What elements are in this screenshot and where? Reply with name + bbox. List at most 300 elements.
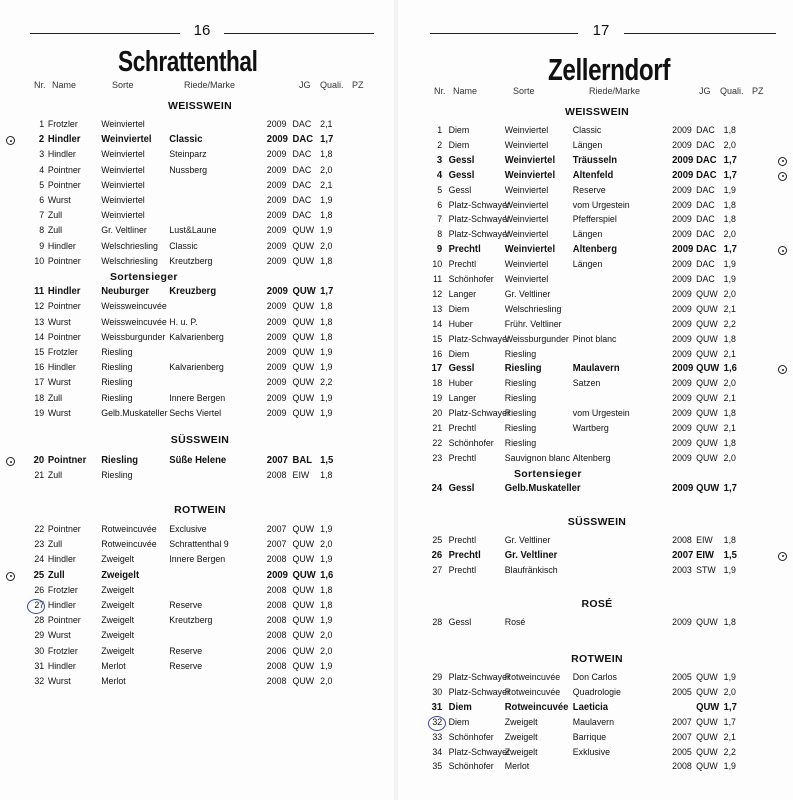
vineyard-brand: Pinot blanc (572, 333, 617, 345)
score: 1,8 (723, 617, 736, 628)
winner-mark-icon (778, 172, 787, 181)
winemaker-name: Platz-Schwayer (448, 214, 510, 226)
header-name: Name (453, 86, 478, 96)
grape-variety: Weinviertel (504, 229, 549, 241)
score: 2,2 (320, 377, 333, 389)
vineyard-brand: Kreutzberg (169, 615, 213, 627)
vineyard-brand: Altenfeld (572, 169, 614, 181)
vineyard-brand: vom Urgestein (572, 199, 630, 211)
quality-level: QUW (292, 615, 315, 627)
vintage-year: 2009 (672, 363, 694, 375)
wine-number: 17 (431, 363, 443, 375)
vineyard-brand: Lust&Laune (169, 225, 217, 237)
wine-row (0, 393, 368, 407)
page-number: 16 (193, 22, 211, 39)
wine-number: 14 (432, 318, 443, 330)
vintage-year: 2008 (266, 554, 287, 566)
wine-number: 18 (34, 392, 45, 404)
wine-row (398, 349, 766, 363)
quality-level: BAL (292, 455, 313, 466)
wine-number: 24 (34, 554, 45, 566)
grape-variety: Zweigelt (101, 615, 135, 627)
winemaker-name: Frotzler (47, 584, 78, 596)
wine-row (0, 661, 368, 675)
winemaker-name: Gessl (448, 617, 472, 628)
quality-level: QUW (696, 482, 720, 494)
quality-level: DAC (696, 154, 717, 166)
winner-mark-icon (778, 552, 787, 561)
wine-row (0, 210, 368, 224)
category-winner-label: Sortensieger (110, 271, 178, 283)
wine-row (398, 687, 766, 701)
winemaker-name: Schönhofer (448, 731, 494, 743)
winemaker-name: Prechtl (448, 244, 481, 256)
grape-variety: Weinviertel (101, 134, 152, 146)
score: 1,9 (320, 554, 333, 566)
vintage-year: 2009 (266, 119, 287, 130)
vintage-year: 2009 (672, 318, 692, 330)
wine-number: 5 (39, 179, 45, 191)
grape-variety: Weinviertel (101, 119, 145, 130)
wine-row (398, 717, 766, 731)
grape-variety: Weinviertel (504, 139, 549, 151)
vineyard-brand: Süße Helene (169, 455, 227, 466)
wine-row (0, 165, 368, 179)
grape-variety: Riesling (504, 423, 537, 434)
quality-level: DAC (292, 179, 312, 191)
score: 1,7 (723, 701, 737, 713)
vintage-year: 2009 (672, 333, 692, 345)
vintage-year: 2007 (266, 455, 288, 466)
score: 1,8 (723, 125, 736, 136)
handwritten-circle-mark (428, 716, 446, 731)
wine-number: 21 (432, 423, 443, 434)
page-number: 17 (592, 22, 610, 39)
quality-level: QUW (292, 377, 315, 389)
quality-level: DAC (696, 274, 715, 285)
wine-row (398, 289, 766, 303)
wine-row (398, 423, 766, 437)
vintage-year: 2007 (266, 539, 287, 551)
quality-level: DAC (292, 119, 312, 130)
winemaker-name: Pointner (47, 331, 81, 343)
grape-variety: Neuburger (101, 286, 150, 298)
wine-number: 1 (437, 125, 443, 136)
quality-level: DAC (696, 199, 715, 211)
wine-row (398, 229, 766, 243)
vintage-year: 2009 (672, 617, 692, 628)
vintage-year: 2009 (266, 301, 287, 313)
vintage-year: 2009 (672, 139, 692, 151)
vintage-year: 2009 (266, 210, 287, 222)
vintage-year: 2009 (672, 125, 692, 136)
wine-number: 35 (432, 761, 443, 773)
vintage-year: 2007 (672, 716, 692, 728)
vintage-year: 2009 (266, 195, 287, 206)
vintage-year: 2009 (266, 569, 288, 581)
winemaker-name: Hindler (47, 149, 76, 161)
wine-number: 4 (39, 164, 45, 176)
wine-number: 28 (432, 617, 443, 628)
winemaker-name: Frotzler (47, 347, 78, 358)
grape-variety: Weinviertel (101, 179, 145, 191)
quality-level: QUW (292, 645, 315, 657)
wine-number: 8 (39, 225, 45, 237)
wine-number: 27 (432, 564, 443, 576)
grape-variety: Weinviertel (504, 199, 549, 211)
quality-level: QUW (292, 255, 315, 267)
vineyard-brand: Innere Bergen (169, 554, 226, 566)
score: 1,7 (320, 134, 334, 146)
wine-row (0, 317, 368, 331)
wine-row (0, 225, 368, 239)
winemaker-name: Schönhofer (448, 437, 494, 449)
wine-number: 8 (437, 229, 443, 241)
section-title: SÜSSWEIN (170, 434, 230, 446)
grape-variety: Rosé (504, 617, 526, 628)
quality-level: QUW (696, 318, 718, 330)
winemaker-name: Hindler (47, 660, 76, 672)
vintage-year: 2009 (266, 347, 287, 358)
vintage-year: 2009 (266, 377, 287, 389)
wine-number: 3 (39, 149, 45, 161)
wine-number: 2 (38, 134, 45, 146)
wine-number: 11 (34, 286, 45, 298)
quality-level: QUW (696, 761, 718, 773)
score: 2,1 (723, 348, 736, 360)
score: 1,7 (320, 286, 334, 298)
wine-number: 9 (436, 244, 443, 256)
score: 2,2 (723, 318, 736, 330)
wine-row (398, 672, 766, 686)
vineyard-brand: Reserve (169, 645, 203, 657)
quality-level: QUW (292, 301, 315, 313)
header-quali: Quali. (320, 80, 344, 90)
winemaker-name: Diem (448, 716, 470, 728)
wine-number: 6 (437, 199, 443, 211)
grape-variety: Zweigelt (504, 746, 538, 758)
wine-row (0, 241, 368, 255)
grape-variety: Gr. Veltliner (504, 549, 558, 561)
score: 2,1 (723, 303, 736, 315)
vintage-year: 2009 (266, 179, 287, 191)
winemaker-name: Pointner (47, 615, 81, 627)
vintage-year: 2009 (672, 274, 692, 285)
quality-level: QUW (696, 686, 718, 698)
grape-variety: Frühr. Veltliner (504, 318, 562, 330)
grape-variety: Weinviertel (504, 274, 549, 285)
wine-row (0, 539, 368, 553)
winemaker-name: Huber (448, 378, 473, 390)
grape-variety: Riesling (101, 362, 133, 374)
quality-level: DAC (696, 244, 717, 256)
grape-variety: Merlot (101, 660, 126, 672)
wine-row (398, 761, 766, 775)
winemaker-name: Zull (47, 392, 63, 404)
quality-level: QUW (696, 408, 718, 420)
score: 1,8 (723, 333, 736, 345)
wine-number: 20 (33, 455, 45, 466)
vineyard-brand: Altenberg (572, 244, 618, 256)
wine-row (398, 185, 766, 199)
score: 1,9 (320, 195, 333, 206)
wine-number: 30 (34, 645, 45, 657)
quality-level: QUW (292, 362, 315, 374)
score: 1,6 (320, 569, 334, 581)
grape-variety: Blaufränkisch (504, 564, 558, 576)
wine-row (0, 119, 368, 133)
winemaker-name: Pointner (47, 455, 87, 466)
grape-variety: Riesling (504, 363, 542, 375)
grape-variety: Riesling (504, 437, 537, 449)
quality-level: QUW (696, 746, 718, 758)
winemaker-name: Zull (47, 470, 63, 482)
quality-level: DAC (292, 210, 312, 222)
score: 1,8 (320, 331, 333, 343)
grape-variety: Rotweincuvée (101, 524, 157, 535)
wine-number: 19 (432, 393, 443, 405)
vintage-year: 2005 (672, 746, 692, 758)
vineyard-brand: Innere Bergen (169, 392, 226, 404)
score: 2,0 (723, 288, 736, 300)
vineyard-brand: Satzen (572, 378, 601, 390)
winner-mark-icon (778, 246, 787, 255)
wine-row (398, 170, 766, 184)
quality-level: DAC (696, 184, 715, 196)
quality-level: DAC (696, 125, 715, 136)
vintage-year: 2007 (672, 549, 694, 561)
vintage-year: 2007 (266, 524, 287, 535)
wine-row (0, 301, 368, 315)
wine-number: 29 (432, 672, 443, 683)
wine-row (398, 393, 766, 407)
quality-level: QUW (292, 240, 315, 252)
vintage-year: 2005 (672, 672, 692, 683)
quality-level: QUW (696, 672, 718, 683)
score: 1,9 (320, 347, 333, 358)
grape-variety: Weinviertel (504, 125, 549, 136)
rule-right (624, 33, 776, 34)
vintage-year: 2009 (266, 286, 288, 298)
wine-number: 22 (34, 524, 45, 535)
wine-number: 23 (34, 539, 45, 551)
wine-number: 12 (34, 301, 45, 313)
quality-level: DAC (292, 149, 312, 161)
vintage-year: 2008 (266, 615, 287, 627)
vintage-year: 2009 (672, 199, 692, 211)
wine-row (398, 200, 766, 214)
header-riede: Riede/Marke (589, 86, 641, 96)
quality-level: QUW (696, 378, 718, 390)
wine-row (0, 470, 368, 484)
vintage-year: 2009 (672, 423, 692, 434)
wine-row (0, 286, 368, 300)
wine-number: 26 (34, 584, 45, 596)
grape-variety: Weinviertel (101, 164, 145, 176)
score: 1,9 (320, 392, 333, 404)
winemaker-name: Prechtl (448, 452, 477, 464)
vineyard-brand: Altenberg (572, 452, 611, 464)
vineyard-brand: Maulavern (572, 716, 615, 728)
wine-number: 33 (432, 731, 443, 743)
wine-row (0, 377, 368, 391)
score: 2,0 (723, 686, 736, 698)
winemaker-name: Huber (448, 318, 473, 330)
score: 2,1 (723, 731, 736, 743)
winemaker-name: Hindler (47, 554, 76, 566)
wine-row (0, 630, 368, 644)
winemaker-name: Pointner (47, 179, 81, 191)
vintage-year: 2009 (266, 331, 287, 343)
vintage-year: 2008 (266, 584, 287, 596)
section-title: WEISSWEIN (168, 100, 232, 112)
grape-variety: Zweigelt (504, 731, 538, 743)
quality-level: QUW (696, 303, 718, 315)
score: 2,1 (320, 119, 333, 130)
vintage-year: 2008 (672, 761, 692, 773)
winemaker-name: Prechtl (448, 423, 477, 434)
score: 1,5 (723, 549, 737, 561)
vineyard-brand: Quadrologie (572, 686, 621, 698)
score: 1,9 (723, 259, 736, 271)
wine-number: 18 (432, 378, 443, 390)
wine-row (398, 363, 766, 377)
quality-level: QUW (292, 347, 315, 358)
vineyard-brand: Steinparz (169, 149, 207, 161)
winemaker-name: Prechtl (448, 535, 477, 546)
quality-level: DAC (696, 139, 715, 151)
vintage-year: 2009 (266, 164, 287, 176)
wine-row (398, 747, 766, 761)
winemaker-name: Wurst (47, 407, 71, 419)
score: 2,0 (723, 139, 736, 151)
vintage-year: 2009 (672, 437, 692, 449)
grape-variety: Riesling (101, 347, 133, 358)
grape-variety: Riesling (504, 393, 537, 405)
score: 1,8 (723, 535, 736, 546)
grape-variety: Welschriesling (504, 303, 562, 315)
wine-row (0, 149, 368, 163)
quality-level: DAC (696, 169, 717, 181)
vintage-year: 2009 (672, 348, 692, 360)
quality-level: DAC (292, 134, 314, 146)
winemaker-name: Hindler (47, 286, 81, 298)
vineyard-brand: Pfefferspiel (572, 214, 617, 226)
winner-mark-icon (778, 365, 787, 374)
quality-level: DAC (696, 214, 715, 226)
quality-level: QUW (292, 539, 315, 551)
header-sorte: Sorte (112, 80, 134, 90)
winemaker-name: Wurst (47, 676, 71, 687)
vineyard-brand: Reserve (169, 660, 203, 672)
header-nr: Nr. (434, 86, 446, 96)
score: 1,7 (723, 244, 737, 256)
wine-row (0, 362, 368, 376)
winemaker-name: Pointner (47, 164, 81, 176)
wine-number: 22 (432, 437, 443, 449)
grape-variety: Weissburgunder (504, 333, 569, 345)
wine-row (0, 180, 368, 194)
wine-number: 16 (34, 362, 45, 374)
grape-variety: Weinviertel (101, 195, 145, 206)
winemaker-name: Prechtl (448, 259, 477, 271)
wine-row (398, 550, 766, 564)
wine-row (398, 140, 766, 154)
winemaker-name: Pointner (47, 524, 81, 535)
vineyard-brand: Classic (169, 240, 198, 252)
grape-variety: Rotweincuvée (504, 672, 561, 683)
wine-number: 12 (432, 288, 443, 300)
vineyard-brand: vom Urgestein (572, 408, 630, 420)
winemaker-name: Langer (448, 393, 477, 405)
winemaker-name: Gessl (448, 363, 475, 375)
winemaker-name: Schönhofer (448, 761, 494, 773)
winemaker-name: Prechtl (448, 549, 481, 561)
quality-level: QUW (696, 437, 718, 449)
grape-variety: Zweigelt (101, 569, 140, 581)
winemaker-name: Gessl (448, 184, 472, 196)
winemaker-name: Hindler (47, 362, 76, 374)
grape-variety: Zweigelt (101, 554, 135, 566)
vintage-year: 2009 (266, 392, 287, 404)
vineyard-brand: Kreuzberg (169, 286, 217, 298)
header-name: Name (52, 80, 77, 90)
wine-number: 34 (432, 746, 443, 758)
vintage-year: 2008 (266, 600, 287, 611)
grape-variety: Riesling (101, 377, 133, 389)
score: 1,8 (723, 437, 736, 449)
winemaker-name: Platz-Schwayer (448, 333, 510, 345)
grape-variety: Weinviertel (504, 154, 556, 166)
quality-level: QUW (696, 716, 718, 728)
wine-number: 3 (436, 154, 443, 166)
quality-level: EIW (696, 549, 714, 561)
winemaker-name: Hindler (47, 240, 76, 252)
wine-number: 31 (431, 701, 443, 713)
wine-number: 4 (436, 169, 443, 181)
score: 1,8 (320, 301, 333, 313)
wine-row (398, 274, 766, 288)
score: 1,8 (723, 214, 736, 226)
page-number-bar (0, 22, 394, 42)
page-title: Schrattenthal (118, 46, 258, 78)
grape-variety: Riesling (101, 455, 139, 466)
winemaker-name: Wurst (47, 630, 71, 642)
quality-level: QUW (696, 731, 718, 743)
header-jg: JG (299, 80, 311, 90)
winemaker-name: Diem (448, 701, 472, 713)
wine-number: 30 (432, 686, 443, 698)
section-title: SÜSSWEIN (567, 516, 627, 528)
wine-number: 9 (39, 240, 45, 252)
winemaker-name: Prechtl (448, 564, 477, 576)
quality-level: QUW (292, 331, 315, 343)
grape-variety: Weinviertel (101, 210, 145, 222)
section-title: WEISSWEIN (565, 106, 629, 118)
wine-row (398, 259, 766, 273)
score: 2,0 (320, 539, 333, 551)
score: 1,9 (723, 672, 736, 683)
winemaker-name: Wurst (47, 377, 71, 389)
vineyard-brand: Kalvarienberg (169, 362, 224, 374)
vineyard-brand: Sechs Viertel (169, 407, 222, 419)
wine-number: 15 (432, 333, 443, 345)
vineyard-brand: Exklusive (572, 746, 611, 758)
grape-variety: Weinviertel (504, 214, 549, 226)
score: 1,7 (723, 716, 736, 728)
quality-level: QUW (292, 676, 315, 687)
score: 1,9 (723, 274, 736, 285)
